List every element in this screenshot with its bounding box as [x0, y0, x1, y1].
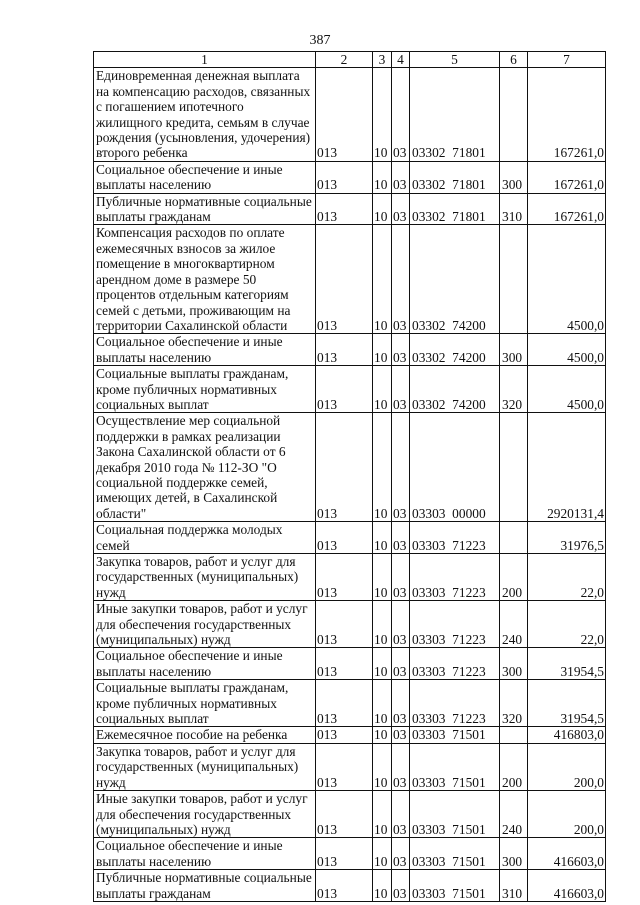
- expense-type-code: 310: [500, 870, 528, 902]
- table-row: [94, 413, 606, 522]
- target-article-code: 03303 71501: [410, 870, 500, 902]
- amount: 200,0: [528, 791, 606, 838]
- row-name: Единовременная денежная выплата на компенсацию расходов, связанных с погашением ипотечного жилищного кредита, семьям в случае рождения (усыновления, удочерения) второго ребенка: [94, 68, 316, 161]
- expense-type-code: 300: [500, 161, 528, 193]
- target-article-code: 03303 71223: [410, 601, 500, 648]
- row-name: Закупка товаров, работ и услуг для государственных (муниципальных) нужд: [94, 743, 316, 790]
- page-number: 387: [309, 33, 331, 48]
- section-code: 10: [373, 838, 392, 870]
- table-row: [94, 522, 606, 554]
- section-code: 10: [373, 680, 392, 727]
- section-code: 10: [373, 870, 392, 902]
- expense-type-code: [500, 68, 528, 161]
- section-code: 10: [373, 554, 392, 601]
- column-header: 3: [373, 52, 392, 68]
- amount: 31954,5: [528, 648, 606, 680]
- expense-type-code: 320: [500, 680, 528, 727]
- section-code: 10: [373, 366, 392, 413]
- department-code: 013: [316, 334, 373, 366]
- table-header-row: [94, 52, 606, 68]
- target-article-code: 03302 74200: [410, 225, 500, 334]
- row-name: Публичные нормативные социальные выплаты гражданам: [94, 193, 316, 225]
- table-row: [94, 601, 606, 648]
- subsection-code: 03: [392, 648, 410, 680]
- column-header: 4: [392, 52, 410, 68]
- subsection-code: 03: [392, 838, 410, 870]
- row-name: Социальная поддержка молодых семей: [94, 522, 316, 554]
- table-row: [94, 225, 606, 334]
- section-code: 10: [373, 68, 392, 161]
- amount: 4500,0: [528, 366, 606, 413]
- row-name: Социальное обеспечение и иные выплаты населению: [94, 161, 316, 193]
- subsection-code: 03: [392, 366, 410, 413]
- table-row: [94, 838, 606, 870]
- table-row: [94, 791, 606, 838]
- target-article-code: 03303 71223: [410, 648, 500, 680]
- department-code: 013: [316, 680, 373, 727]
- table-row: [94, 727, 606, 743]
- table-row: [94, 648, 606, 680]
- table-row: [94, 193, 606, 225]
- row-name: Публичные нормативные социальные выплаты гражданам: [94, 870, 316, 902]
- target-article-code: 03303 71501: [410, 743, 500, 790]
- expense-type-code: 200: [500, 743, 528, 790]
- subsection-code: 03: [392, 161, 410, 193]
- target-article-code: 03303 71501: [410, 838, 500, 870]
- target-article-code: 03303 71501: [410, 791, 500, 838]
- target-article-code: 03303 00000: [410, 413, 500, 522]
- subsection-code: 03: [392, 413, 410, 522]
- subsection-code: 03: [392, 680, 410, 727]
- table-row: [94, 743, 606, 790]
- row-name: Осуществление мер социальной поддержки в рамках реализации Закона Сахалинской области от 6 декабря 2010 года № 112-ЗО "О социальной поддержке семей, имеющих детей, в Сахалинской области": [94, 413, 316, 522]
- amount: 167261,0: [528, 68, 606, 161]
- subsection-code: 03: [392, 727, 410, 743]
- expense-type-code: [500, 225, 528, 334]
- department-code: 013: [316, 161, 373, 193]
- table-row: [94, 554, 606, 601]
- subsection-code: 03: [392, 554, 410, 601]
- column-header: 7: [528, 52, 606, 68]
- amount: 416603,0: [528, 838, 606, 870]
- subsection-code: 03: [392, 225, 410, 334]
- row-name: Иные закупки товаров, работ и услуг для обеспечения государственных (муниципальных) нужд: [94, 791, 316, 838]
- target-article-code: 03302 74200: [410, 366, 500, 413]
- amount: 31976,5: [528, 522, 606, 554]
- budget-table: [93, 51, 606, 902]
- department-code: 013: [316, 225, 373, 334]
- department-code: 013: [316, 743, 373, 790]
- subsection-code: 03: [392, 870, 410, 902]
- expense-type-code: 200: [500, 554, 528, 601]
- department-code: 013: [316, 193, 373, 225]
- amount: 167261,0: [528, 193, 606, 225]
- section-code: 10: [373, 413, 392, 522]
- department-code: 013: [316, 413, 373, 522]
- row-name: Закупка товаров, работ и услуг для государственных (муниципальных) нужд: [94, 554, 316, 601]
- expense-type-code: 310: [500, 193, 528, 225]
- expense-type-code: [500, 522, 528, 554]
- amount: 31954,5: [528, 680, 606, 727]
- section-code: 10: [373, 193, 392, 225]
- amount: 2920131,4: [528, 413, 606, 522]
- row-name: Компенсация расходов по оплате ежемесячных взносов за жилое помещение в многоквартирном арендном доме в размере 50 процентов отдельным категориям семей с детьми, проживающим на территории Сахалинской области: [94, 225, 316, 334]
- target-article-code: 03302 74200: [410, 334, 500, 366]
- subsection-code: 03: [392, 743, 410, 790]
- subsection-code: 03: [392, 68, 410, 161]
- column-header: 5: [410, 52, 500, 68]
- target-article-code: 03302 71801: [410, 193, 500, 225]
- department-code: 013: [316, 601, 373, 648]
- subsection-code: 03: [392, 601, 410, 648]
- department-code: 013: [316, 838, 373, 870]
- target-article-code: 03303 71223: [410, 680, 500, 727]
- expense-type-code: 240: [500, 791, 528, 838]
- section-code: 10: [373, 522, 392, 554]
- expense-type-code: 300: [500, 334, 528, 366]
- row-name: Социальное обеспечение и иные выплаты населению: [94, 334, 316, 366]
- expense-type-code: 300: [500, 648, 528, 680]
- row-name: Социальные выплаты гражданам, кроме публичных нормативных социальных выплат: [94, 680, 316, 727]
- row-name: Ежемесячное пособие на ребенка: [94, 727, 316, 743]
- amount: 200,0: [528, 743, 606, 790]
- table-row: [94, 161, 606, 193]
- department-code: 013: [316, 554, 373, 601]
- row-name: Социальное обеспечение и иные выплаты населению: [94, 648, 316, 680]
- table-row: [94, 334, 606, 366]
- target-article-code: 03303 71223: [410, 554, 500, 601]
- department-code: 013: [316, 727, 373, 743]
- expense-type-code: 240: [500, 601, 528, 648]
- subsection-code: 03: [392, 791, 410, 838]
- expense-type-code: [500, 727, 528, 743]
- amount: 167261,0: [528, 161, 606, 193]
- target-article-code: 03303 71223: [410, 522, 500, 554]
- table-row: [94, 680, 606, 727]
- expense-type-code: 320: [500, 366, 528, 413]
- section-code: 10: [373, 791, 392, 838]
- table-row: [94, 870, 606, 902]
- amount: 4500,0: [528, 225, 606, 334]
- amount: 416803,0: [528, 727, 606, 743]
- table-row: [94, 68, 606, 161]
- amount: 22,0: [528, 554, 606, 601]
- section-code: 10: [373, 334, 392, 366]
- department-code: 013: [316, 522, 373, 554]
- subsection-code: 03: [392, 193, 410, 225]
- expense-type-code: [500, 413, 528, 522]
- amount: 22,0: [528, 601, 606, 648]
- amount: 4500,0: [528, 334, 606, 366]
- department-code: 013: [316, 68, 373, 161]
- section-code: 10: [373, 743, 392, 790]
- department-code: 013: [316, 366, 373, 413]
- department-code: 013: [316, 870, 373, 902]
- department-code: 013: [316, 791, 373, 838]
- subsection-code: 03: [392, 522, 410, 554]
- section-code: 10: [373, 225, 392, 334]
- target-article-code: 03303 71501: [410, 727, 500, 743]
- section-code: 10: [373, 601, 392, 648]
- section-code: 10: [373, 648, 392, 680]
- column-header: 1: [94, 52, 316, 68]
- subsection-code: 03: [392, 334, 410, 366]
- row-name: Иные закупки товаров, работ и услуг для обеспечения государственных (муниципальных) нужд: [94, 601, 316, 648]
- section-code: 10: [373, 161, 392, 193]
- column-header: 6: [500, 52, 528, 68]
- expense-type-code: 300: [500, 838, 528, 870]
- target-article-code: 03302 71801: [410, 68, 500, 161]
- row-name: Социальные выплаты гражданам, кроме публичных нормативных социальных выплат: [94, 366, 316, 413]
- amount: 416603,0: [528, 870, 606, 902]
- department-code: 013: [316, 648, 373, 680]
- target-article-code: 03302 71801: [410, 161, 500, 193]
- row-name: Социальное обеспечение и иные выплаты населению: [94, 838, 316, 870]
- table-row: [94, 366, 606, 413]
- section-code: 10: [373, 727, 392, 743]
- column-header: 2: [316, 52, 373, 68]
